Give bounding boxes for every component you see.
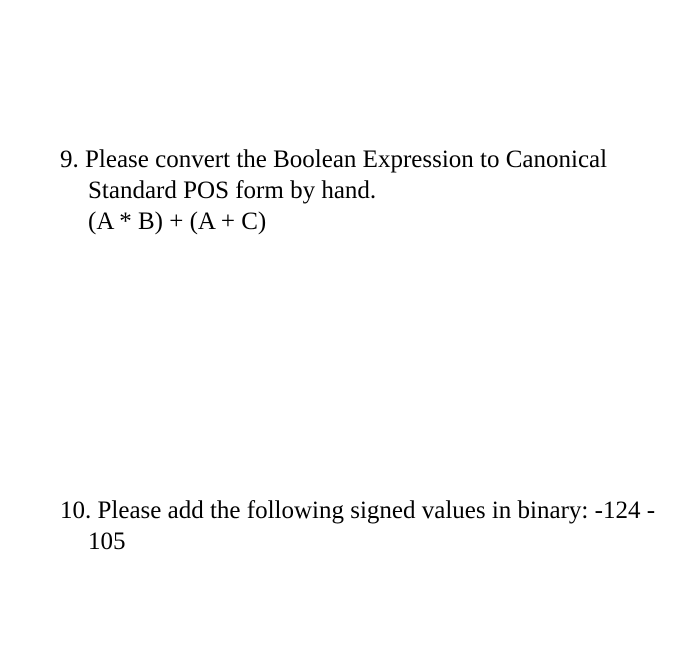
- question-9-text-1: Please convert the Boolean Expression to Canonical: [85, 146, 608, 173]
- question-10-line-1: [60, 495, 670, 526]
- question-9-number: 9.: [60, 146, 79, 173]
- question-9: [60, 144, 660, 237]
- question-10: [60, 495, 670, 557]
- question-10-line-2: 105: [88, 528, 126, 555]
- boolean-expression: (A * B) + (A + C): [88, 208, 267, 235]
- question-10-number: 10.: [60, 497, 92, 524]
- question-9-line-1: [60, 144, 660, 175]
- question-10-text-1: Please add the following signed values in binary: -124 -: [97, 497, 656, 524]
- question-9-line-2: Standard POS form by hand.: [88, 177, 377, 204]
